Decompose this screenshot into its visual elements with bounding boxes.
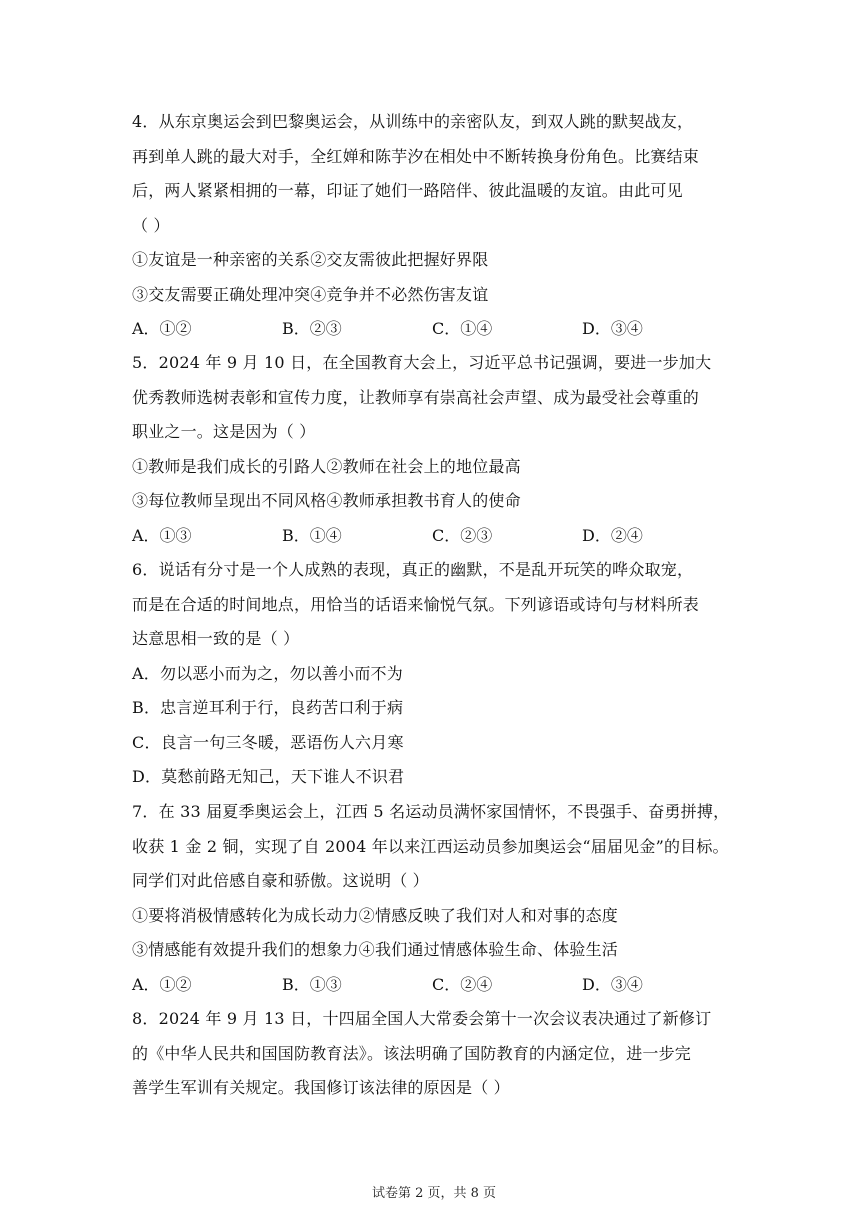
question-line: 4．从东京奥运会到巴黎奥运会，从训练中的亲密队友，到双人跳的默契战友， xyxy=(132,112,694,131)
question-line: ③每位教师呈现出不同风格④教师承担教书育人的使命 xyxy=(132,491,521,510)
question-8 xyxy=(132,1002,772,1106)
question-line: 8．2024 年 9 月 13 日，十四届全国人大常委会第十一次会议表决通过了新修订 xyxy=(132,1009,712,1028)
question-line: 而是在合适的时间地点，用恰当的话语来愉悦气氛。下列谚语或诗句与材料所表 xyxy=(132,594,700,614)
page-footer: 试卷第 2 页，共 8 页 xyxy=(371,1186,497,1201)
question-line: （ ） xyxy=(132,215,170,235)
question-4 xyxy=(132,105,772,347)
answer-option: B．②③ xyxy=(282,319,342,338)
question-line: A．勿以恶小而为之，勿以善小而不为 xyxy=(132,663,403,683)
options-row xyxy=(132,968,772,1003)
question-line: 的《中华人民共和国国防教育法》。该法明确了国防教育的内涵定位，进一步完 xyxy=(132,1043,692,1063)
question-line: ①友谊是一种亲密的关系②交友需彼此把握好界限 xyxy=(132,250,489,269)
question-line: ③情感能有效提升我们的想象力④我们通过情感体验生命、体验生活 xyxy=(132,940,619,959)
question-line: 6．说话有分寸是一个人成熟的表现，真正的幽默，不是乱开玩笑的哗众取宠， xyxy=(132,560,694,579)
answer-option: A．①② xyxy=(132,319,192,338)
question-6 xyxy=(132,553,772,795)
question-line: C．良言一句三冬暖，恶语伤人六月寒 xyxy=(132,732,404,752)
answer-option: C．②④ xyxy=(432,974,493,994)
question-line: ①教师是我们成长的引路人②教师在社会上的地位最高 xyxy=(132,456,521,476)
question-line: 7．在 33 届夏季奥运会上，江西 5 名运动员满怀家国情怀，不畏强手、奋勇拼搏， xyxy=(132,802,730,821)
question-line: B．忠言逆耳利于行，良药苦口利于病 xyxy=(132,698,404,717)
question-line: 善学生军训有关规定。我国修订该法律的原因是（ ） xyxy=(132,1078,510,1097)
options-row xyxy=(132,519,772,554)
question-line: 同学们对此倍感自豪和骄傲。这说明（ ） xyxy=(132,871,429,890)
question-line: 职业之一。这是因为（ ） xyxy=(132,422,316,441)
question-line: ①要将消极情感转化为成长动力②情感反映了我们对人和对事的态度 xyxy=(132,905,619,925)
answer-option: D．③④ xyxy=(582,974,643,994)
question-line: 5．2024 年 9 月 10 日，在全国教育大会上，习近平总书记强调，要进一步加大 xyxy=(132,353,712,372)
answer-option: B．①③ xyxy=(282,974,342,994)
question-5 xyxy=(132,346,772,553)
question-line: 收获 1 金 2 铜，实现了自 2004 年以来江西运动员参加奥运会“届届见金”的目标。 xyxy=(132,836,729,856)
question-line: 后，两人紧紧相拥的一幕，印证了她们一路陪伴、彼此温暖的友谊。由此可见 xyxy=(132,181,683,200)
question-line: 再到单人跳的最大对手，全红婵和陈芋汐在相处中不断转换身份角色。比赛结束 xyxy=(132,146,700,166)
options-row xyxy=(132,312,772,347)
answer-option: D．②④ xyxy=(582,525,643,545)
answer-option: C．①④ xyxy=(432,319,493,338)
question-line: 优秀教师选树表彰和宣传力度，让教师享有崇高社会声望、成为最受社会尊重的 xyxy=(132,387,700,407)
answer-option: D．③④ xyxy=(582,319,643,338)
question-line: ③交友需要正确处理冲突④竞争并不必然伤害友谊 xyxy=(132,284,489,304)
answer-option: A．①③ xyxy=(132,525,192,545)
answer-option: B．①④ xyxy=(282,525,342,545)
question-line: D．莫愁前路无知己，天下谁人不识君 xyxy=(132,767,405,786)
answer-option: C．②③ xyxy=(432,525,493,545)
answer-option: A．①② xyxy=(132,974,192,994)
question-line: 达意思相一致的是（ ） xyxy=(132,629,300,648)
question-7 xyxy=(132,795,772,1002)
